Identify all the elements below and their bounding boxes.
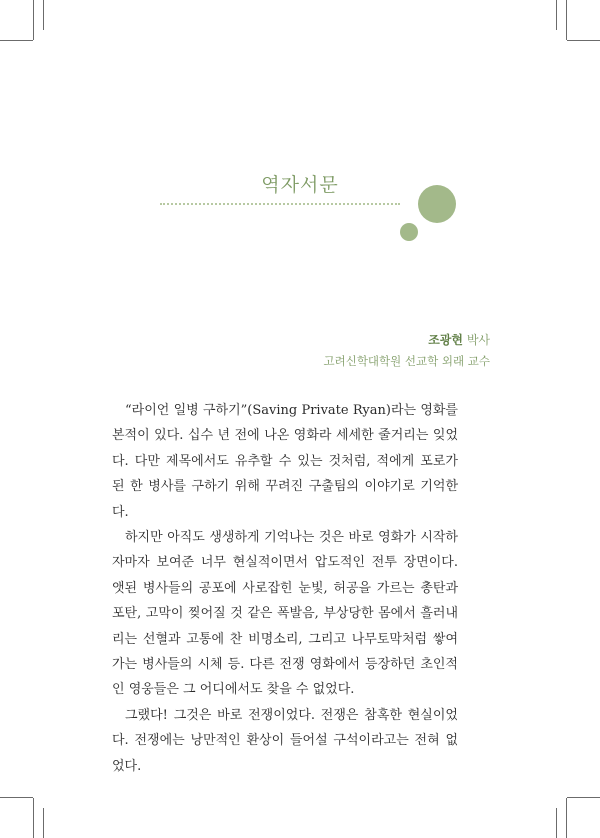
crop-mark-top-left-v xyxy=(33,0,34,40)
page-title: 역자서문 xyxy=(261,174,339,196)
crop-mark-bottom-left-h xyxy=(0,797,33,798)
paragraph-3: 그랬다! 그것은 바로 전쟁이었다. 전쟁은 참혹한 현실이었다. 전쟁에는 낭만적인 환상이 들어설 구석이라고는 전혀 없었다. xyxy=(112,707,458,774)
decorative-small-circle xyxy=(400,223,418,241)
crop-mark-top-left-h xyxy=(0,40,33,41)
preface-body xyxy=(112,398,458,779)
crop-mark-top-left-v2 xyxy=(43,0,44,30)
decorative-large-circle xyxy=(418,185,456,223)
author-affiliation: 고려신학대학원 선교학 외래 교수 xyxy=(323,354,490,368)
paragraph-1: “라이언 일병 구하기”(Saving Private Ryan)라는 영화를 본적이 있다. 십수 년 전에 나온 영화라 세세한 줄거리는 잊었다. 다만 제목에서도 유추할 수 있는 것처럼, 적에게 포로가 된 한 병사를 구하기 위해 꾸려진 구출팀의 이야기로 기억한다. xyxy=(112,403,458,520)
crop-mark-bottom-right-v2 xyxy=(556,808,557,838)
title-dotted-rule xyxy=(160,203,400,205)
crop-mark-bottom-right-v xyxy=(566,798,567,838)
crop-mark-top-right-h xyxy=(567,40,600,41)
crop-mark-bottom-left-v2 xyxy=(43,808,44,838)
crop-mark-bottom-left-v xyxy=(33,798,34,838)
paragraph-2: 하지만 아직도 생생하게 기억나는 것은 바로 영화가 시작하자마자 보여준 너무 현실적이면서 압도적인 전투 장면이다. 앳된 병사들의 공포에 사로잡힌 눈빛, 허공을 가르는 총탄과 포탄, 고막이 찢어질 것 같은 폭발음, 부상당한 몸에서 흘러내리는 선혈과 고통에 찬 비명소리, 그리고 나무토막처럼 쌓여가는 병사들의 시체 등. 다른 전쟁 영화에서 등장하던 초인적인 영웅들은 그 어디에서도 찾을 수 없었다. xyxy=(112,530,458,698)
crop-mark-top-right-v2 xyxy=(556,0,557,30)
crop-mark-bottom-right-h xyxy=(567,797,600,798)
author-name: 조광현 xyxy=(428,333,463,347)
author-line xyxy=(428,331,490,348)
author-title: 박사 xyxy=(466,333,490,347)
crop-mark-top-right-v xyxy=(566,0,567,40)
